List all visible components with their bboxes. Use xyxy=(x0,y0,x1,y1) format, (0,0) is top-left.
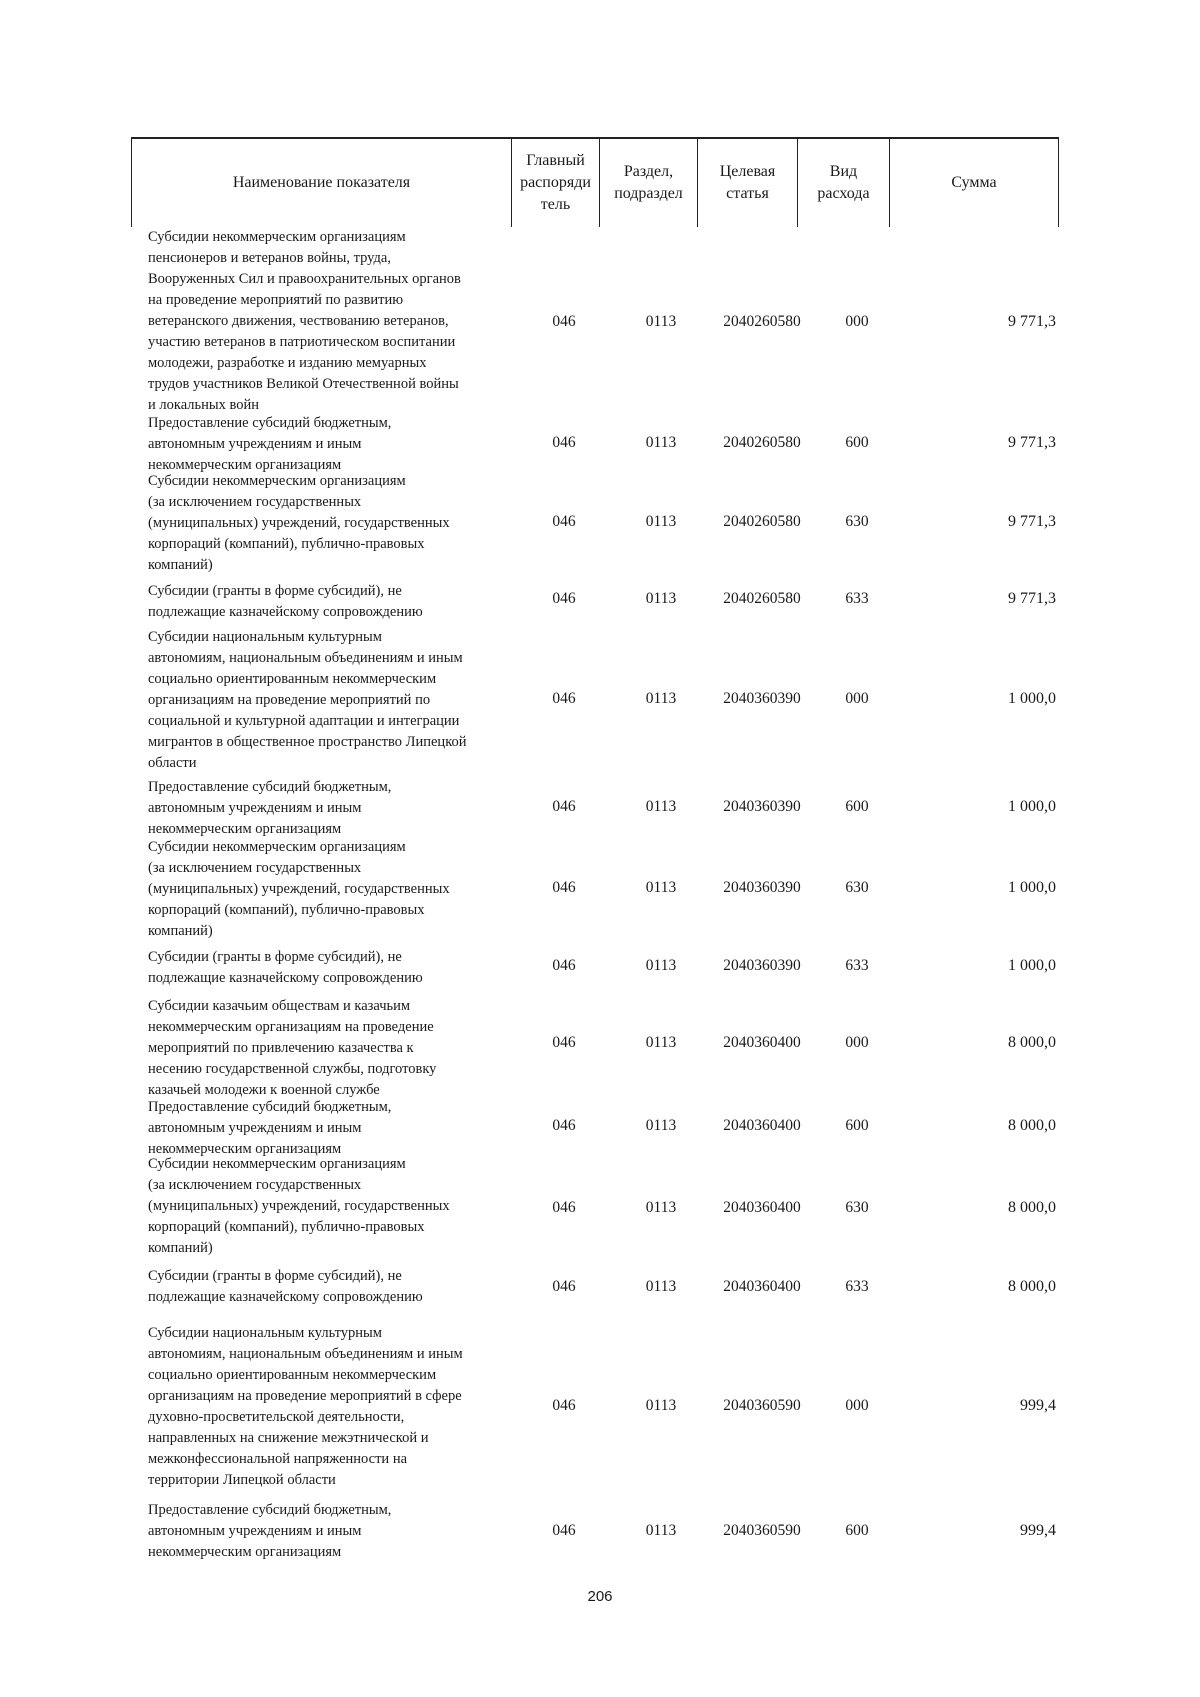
header-glav-line-3: тель xyxy=(540,196,571,213)
row-glav: 046 xyxy=(552,1522,576,1539)
row-razdel: 0113 xyxy=(645,513,677,530)
row-glav: 046 xyxy=(552,879,576,896)
row-razdel: 0113 xyxy=(645,879,677,896)
row-razdel: 0113 xyxy=(645,313,677,330)
row-summa: 1 000,0 xyxy=(1008,879,1056,896)
row-summa: 8 000,0 xyxy=(1008,1278,1056,1295)
row-vid: 630 xyxy=(845,879,869,896)
header-razdel-line-1: Раздел, xyxy=(623,163,674,180)
row-vid: 633 xyxy=(845,590,869,607)
row-name: Субсидии (гранты в форме субсидий), не подлежащие казначейскому сопровождению xyxy=(148,583,423,620)
row-name: Субсидии (гранты в форме субсидий), не подлежащие казначейскому сопровождению xyxy=(148,949,423,986)
row-vid: 633 xyxy=(845,1278,869,1295)
row-razdel: 0113 xyxy=(645,1117,677,1134)
header-summa xyxy=(889,139,1059,227)
row-glav: 046 xyxy=(552,434,576,451)
row-celevaya: 2040260580 xyxy=(723,513,801,530)
row-name: Субсидии некоммерческим организациям (за исключением государственных (муниципальных) учреждений, государственных корпораций (компаний), публично-правовых компаний) xyxy=(148,473,450,573)
row-vid: 000 xyxy=(845,1034,869,1051)
row-celevaya: 2040260580 xyxy=(723,434,801,451)
table-header xyxy=(131,137,1059,227)
header-vid-line-2: расхода xyxy=(817,185,870,202)
header-vid xyxy=(797,139,889,227)
header-razdel-line-2: подраздел xyxy=(614,185,683,202)
row-razdel: 0113 xyxy=(645,690,677,707)
row-vid: 630 xyxy=(845,1199,869,1216)
row-summa: 1 000,0 xyxy=(1008,957,1056,974)
row-glav: 046 xyxy=(552,513,576,530)
row-razdel: 0113 xyxy=(645,1199,677,1216)
row-vid: 000 xyxy=(845,690,869,707)
row-celevaya: 2040360390 xyxy=(723,879,801,896)
row-summa: 9 771,3 xyxy=(1008,513,1056,530)
row-celevaya: 2040360400 xyxy=(723,1034,801,1051)
header-celevaya xyxy=(697,139,797,227)
row-summa: 8 000,0 xyxy=(1008,1034,1056,1051)
header-celevaya-line-1: Целевая xyxy=(719,163,776,180)
row-summa: 999,4 xyxy=(1020,1522,1056,1539)
row-glav: 046 xyxy=(552,590,576,607)
row-vid: 633 xyxy=(845,957,869,974)
header-glav xyxy=(511,139,599,227)
header-glav-line-1: Главный xyxy=(526,152,585,169)
row-summa: 9 771,3 xyxy=(1008,313,1056,330)
row-name: Предоставление субсидий бюджетным, автономным учреждениям и иным некоммерческим организациям xyxy=(148,415,392,473)
header-celevaya-line-2: статья xyxy=(726,185,769,202)
header-razdel xyxy=(599,139,697,227)
row-summa: 8 000,0 xyxy=(1008,1117,1056,1134)
row-celevaya: 2040260580 xyxy=(723,590,801,607)
row-name: Предоставление субсидий бюджетным, автономным учреждениям и иным некоммерческим организациям xyxy=(148,779,392,837)
row-glav: 046 xyxy=(552,798,576,815)
row-razdel: 0113 xyxy=(645,798,677,815)
row-glav: 046 xyxy=(552,1034,576,1051)
header-glav-line-2: распоряди xyxy=(520,174,591,191)
row-razdel: 0113 xyxy=(645,590,677,607)
row-summa: 1 000,0 xyxy=(1008,798,1056,815)
row-celevaya: 2040360390 xyxy=(723,798,801,815)
header-name-text: Наименование показателя xyxy=(232,174,411,191)
row-summa: 8 000,0 xyxy=(1008,1199,1056,1216)
row-celevaya: 2040360390 xyxy=(723,957,801,974)
header-vid-line-1: Вид xyxy=(829,163,858,180)
row-name: Субсидии некоммерческим организациям (за исключением государственных (муниципальных) учреждений, государственных корпораций (компаний), публично-правовых компаний) xyxy=(148,839,450,939)
row-razdel: 0113 xyxy=(645,1522,677,1539)
row-summa: 999,4 xyxy=(1020,1397,1056,1414)
row-summa: 9 771,3 xyxy=(1008,590,1056,607)
row-glav: 046 xyxy=(552,1117,576,1134)
row-summa: 1 000,0 xyxy=(1008,690,1056,707)
row-name: Предоставление субсидий бюджетным, автономным учреждениям и иным некоммерческим организациям xyxy=(148,1099,392,1157)
row-celevaya: 2040260580 xyxy=(723,313,801,330)
row-vid: 600 xyxy=(845,1522,869,1539)
row-celevaya: 2040360400 xyxy=(723,1117,801,1134)
row-glav: 046 xyxy=(552,1199,576,1216)
row-razdel: 0113 xyxy=(645,434,677,451)
row-vid: 600 xyxy=(845,434,869,451)
row-glav: 046 xyxy=(552,690,576,707)
row-razdel: 0113 xyxy=(645,1034,677,1051)
row-name: Субсидии некоммерческим организациям пенсионеров и ветеранов войны, труда, Вооруженных Сил и правоохранительных органов на проведение мероприятий по развитию ветеранского движения, чествованию ветеранов, участию ветеранов в патриотическом воспитании молодежи, разработке и изданию мемуарных трудов участников Великой Отечественной войны и локальных войн xyxy=(148,229,461,413)
row-celevaya: 2040360400 xyxy=(723,1278,801,1295)
row-razdel: 0113 xyxy=(645,1397,677,1414)
row-vid: 000 xyxy=(845,313,869,330)
header-summa-text: Сумма xyxy=(951,174,997,191)
row-razdel: 0113 xyxy=(645,1278,677,1295)
row-glav: 046 xyxy=(552,1278,576,1295)
row-glav: 046 xyxy=(552,1397,576,1414)
row-glav: 046 xyxy=(552,313,576,330)
row-name: Субсидии национальным культурным автономиям, национальным объединениям и иным социально ориентированным некоммерческим организациям на проведение мероприятий в сфере духовно-просветительской деятельности, направленных на снижение межэтнической и межконфессиональной напряженности на территории Липецкой области xyxy=(148,1325,463,1488)
row-vid: 630 xyxy=(845,513,869,530)
row-celevaya: 2040360400 xyxy=(723,1199,801,1216)
row-name: Субсидии казачьим обществам и казачьим некоммерческим организациям на проведение мероприятий по привлечению казачества к несению государственной службы, подготовку казачьей молодежи к военной службе xyxy=(148,998,437,1098)
row-glav: 046 xyxy=(552,957,576,974)
row-razdel: 0113 xyxy=(645,957,677,974)
row-celevaya: 2040360590 xyxy=(723,1522,801,1539)
row-name: Субсидии некоммерческим организациям (за исключением государственных (муниципальных) учреждений, государственных корпораций (компаний), публично-правовых компаний) xyxy=(148,1156,450,1256)
row-vid: 600 xyxy=(845,1117,869,1134)
row-vid: 600 xyxy=(845,798,869,815)
row-celevaya: 2040360390 xyxy=(723,690,801,707)
row-name: Субсидии национальным культурным автономиям, национальным объединениям и иным социально ориентированным некоммерческим организациям на проведение мероприятий по социальной и культурной адаптации и интеграции мигрантов в общественное пространство Липецкой области xyxy=(148,629,467,771)
header-name xyxy=(131,139,511,227)
row-name: Предоставление субсидий бюджетным, автономным учреждениям и иным некоммерческим организациям xyxy=(148,1502,392,1560)
row-summa: 9 771,3 xyxy=(1008,434,1056,451)
page-number: 206 xyxy=(587,1588,613,1605)
row-name: Субсидии (гранты в форме субсидий), не подлежащие казначейскому сопровождению xyxy=(148,1268,423,1305)
row-celevaya: 2040360590 xyxy=(723,1397,801,1414)
row-vid: 000 xyxy=(845,1397,869,1414)
